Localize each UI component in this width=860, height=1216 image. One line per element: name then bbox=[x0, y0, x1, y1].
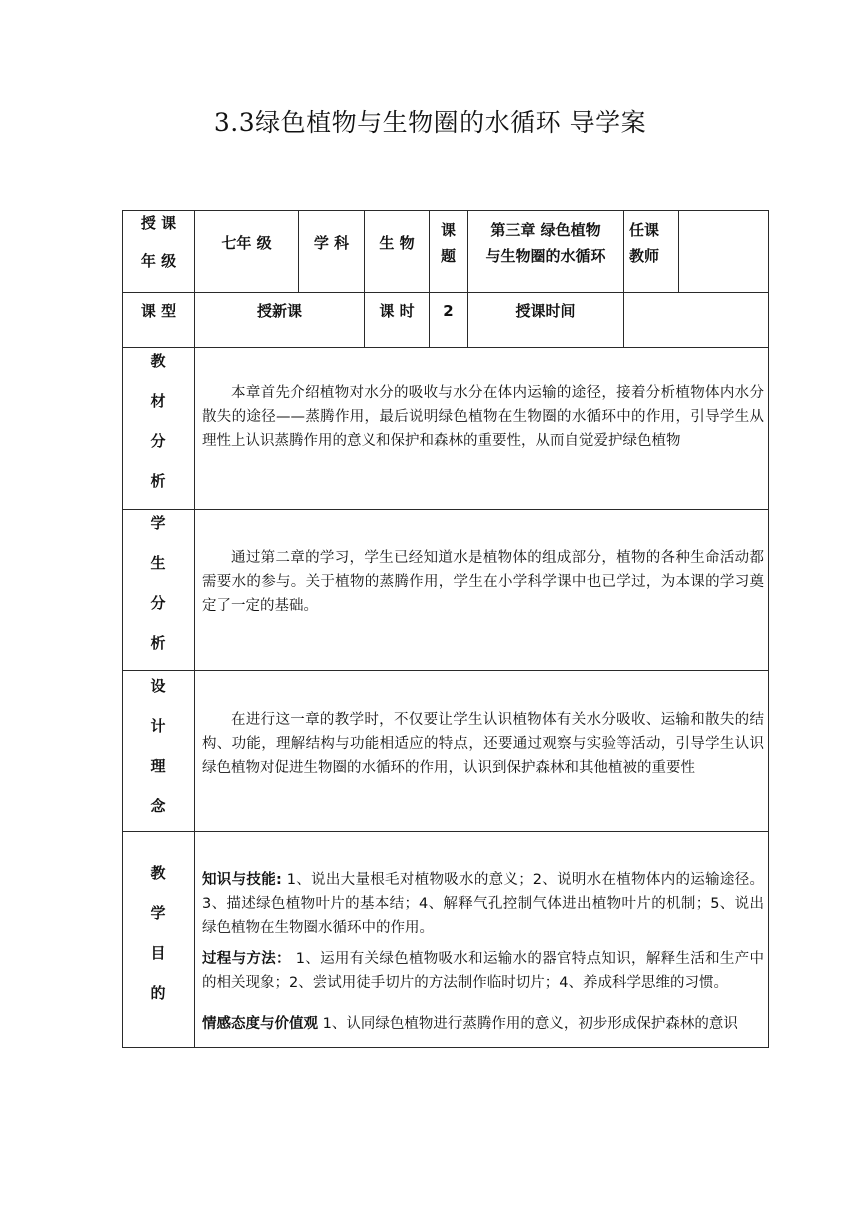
table-border-top bbox=[122, 210, 769, 211]
class-hours-value: 2 bbox=[443, 302, 454, 320]
grade-value: 七年 级 bbox=[221, 234, 272, 252]
column-divider bbox=[678, 210, 679, 292]
objective-process bbox=[202, 947, 764, 995]
row-divider bbox=[122, 292, 769, 293]
emotion-values-label: 情感态度与价值观 bbox=[202, 1016, 318, 1032]
grade-label: 授 课 年 级 bbox=[140, 214, 177, 270]
student-analysis-text: 通过第二章的学习，学生已经知道水是植物体的组成部分，植物的各种生命活动都需要水的参与。关于植物的蒸腾作用，学生在小学科学课中也已学过，为本课的学习奠定了一定的基础。 bbox=[202, 550, 764, 614]
design-concept-text: 在进行这一章的教学时，不仅要让学生认识植物体有关水分吸收、运输和散失的结构、功能，理解结构与功能相适应的特点，还要通过观察与实验等活动，引导学生认识绿色植物对促进生物圈的水循环的作用，认识到保护森林和其他植被的重要性 bbox=[202, 712, 764, 776]
lesson-type-label: 课 型 bbox=[140, 302, 177, 320]
objective-emotion bbox=[202, 1012, 764, 1036]
class-hours-label: 课 时 bbox=[379, 302, 415, 320]
row-divider bbox=[122, 831, 769, 832]
topic-label: 课 题 bbox=[440, 221, 456, 265]
process-methods-label: 过程与方法： bbox=[202, 951, 291, 967]
column-divider bbox=[194, 210, 195, 1048]
column-divider bbox=[364, 210, 365, 347]
subject-label: 学 科 bbox=[313, 234, 350, 252]
knowledge-skills-text: 1、说出大量根毛对植物吸水的意义；2、说明水在植物体内的运输途径。3、描述绿色植物叶片的基本结；4、解释气孔控制气体进出植物叶片的机制；5、说出绿色植物在生物圈水循环中的作用。 bbox=[202, 872, 764, 936]
document-title: 3.3绿色植物与生物圈的水循环 导学案 bbox=[213, 108, 647, 137]
row-divider bbox=[122, 670, 769, 671]
lesson-type-value: 授新课 bbox=[256, 302, 302, 320]
process-methods-text: 1、运用有关绿色植物吸水和运输水的器官特点知识，解释生活和生产中的相关现象；2、尝试用徒手切片的方法制作临时切片；4、养成科学思维的习惯。 bbox=[202, 951, 764, 991]
teaching-time-label: 授课时间 bbox=[515, 302, 576, 320]
teacher-label: 任课 教师 bbox=[629, 221, 660, 265]
table-border-bottom bbox=[122, 1047, 769, 1048]
objective-knowledge bbox=[202, 868, 764, 940]
subject-value: 生 物 bbox=[379, 234, 415, 252]
column-divider bbox=[623, 210, 624, 347]
emotion-values-text: 1、认同绿色植物进行蒸腾作用的意义，初步形成保护森林的意识 bbox=[318, 1016, 738, 1032]
knowledge-skills-label: 知识与技能: bbox=[202, 872, 282, 888]
row-divider bbox=[122, 347, 769, 348]
row-divider bbox=[122, 509, 769, 510]
topic-value: 第三章 绿色植物 与生物圈的水循环 bbox=[485, 221, 606, 265]
table-border-right bbox=[768, 210, 769, 1048]
material-analysis-text: 本章首先介绍植物对水分的吸收与水分在体内运输的途径，接着分析植物体内水分散失的途径——蒸腾作用，最后说明绿色植物在生物圈的水循环中的作用，引导学生从理性上认识蒸腾作用的意义和保护和森林的重要性，从而自觉爱护绿色植物 bbox=[202, 385, 764, 449]
